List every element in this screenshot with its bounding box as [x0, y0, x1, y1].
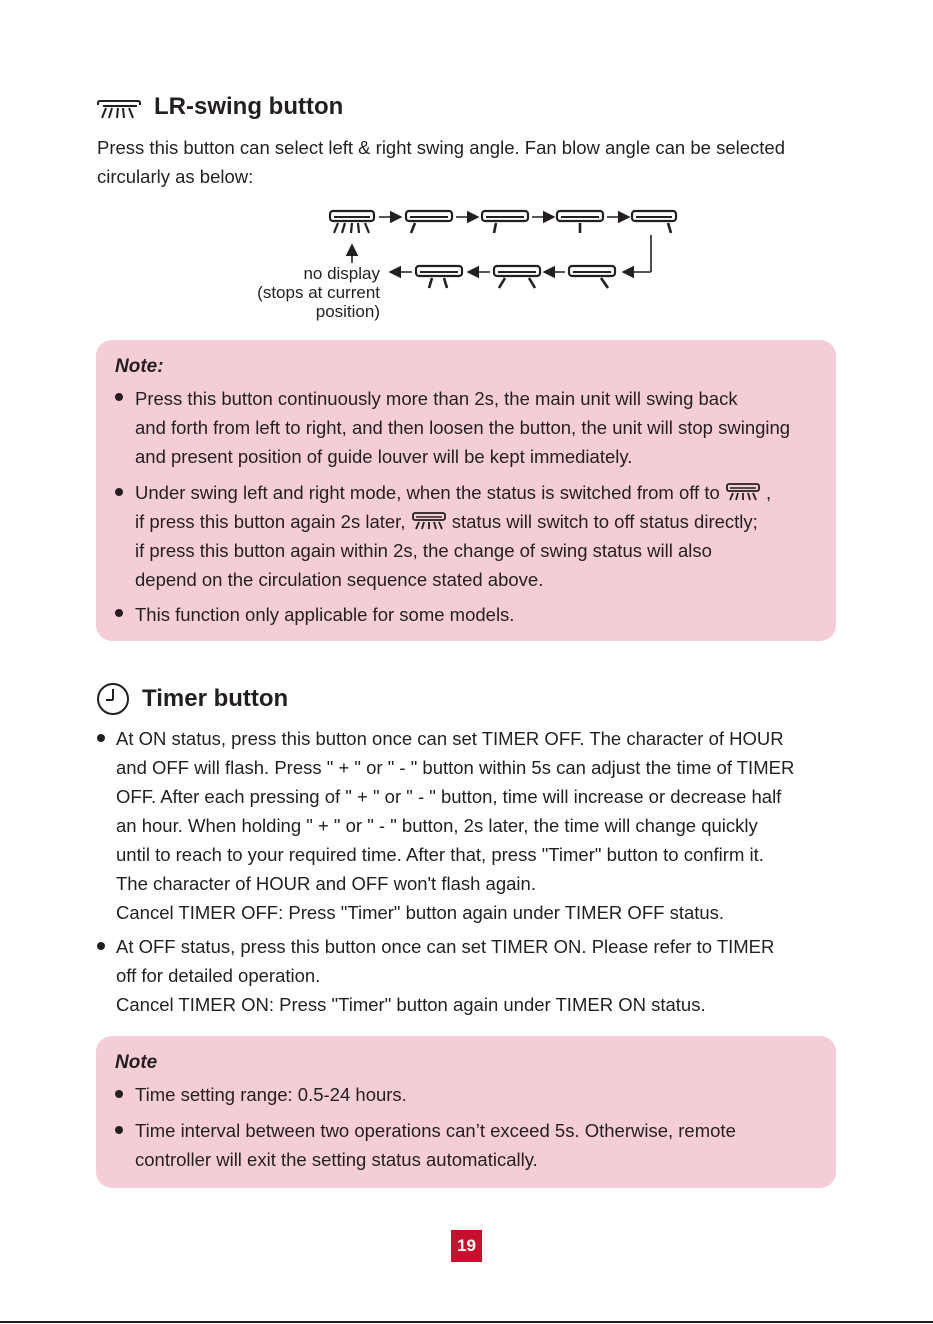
clock-icon	[96, 682, 130, 716]
page-number: 19	[451, 1230, 482, 1262]
timer-title: Timer button	[142, 685, 289, 712]
timer-note-bullet-2: Time interval between two operations can’t exceed 5s. Otherwise, remote controller will exit the setting status automatically.	[135, 1120, 736, 1170]
lr-swing-intro	[97, 133, 785, 191]
bullet-dot	[115, 488, 123, 496]
intro-line: circularly as below:	[97, 166, 254, 187]
louver-icon	[569, 266, 615, 288]
bullet-dot	[115, 393, 123, 401]
louver-icon	[494, 266, 540, 288]
louver-icon	[416, 266, 462, 288]
note-bullet-2: Under swing left and right mode, when the status is switched from off to , if press this button again 2s later, status will switch to off status directly; if press this button again within 2s, the change of swing status will also depend on the circulation sequence stated above.	[135, 482, 772, 590]
swing-fan-icon	[97, 94, 143, 120]
note-bullet-3: This function only applicable for some models.	[135, 604, 515, 625]
bullet-dot	[115, 1126, 123, 1134]
lr-swing-heading	[97, 93, 343, 121]
bullet-dot	[97, 734, 105, 742]
louver-icon	[632, 211, 676, 233]
bullet-dot	[115, 1090, 123, 1098]
louver-icon	[406, 211, 452, 233]
louver-icon	[557, 211, 603, 233]
timer-bullet-2: At OFF status, press this button once can set TIMER ON. Please refer to TIMER off for detailed operation. Cancel TIMER ON: Press "Timer" button again under TIMER ON status.	[116, 936, 775, 1015]
bottom-rule	[0, 1321, 933, 1323]
timer-heading	[96, 682, 288, 716]
louver-icon	[330, 211, 374, 233]
louver-icon	[482, 211, 528, 233]
intro-line: Press this button can select left & right swing angle. Fan blow angle can be selected	[97, 137, 785, 158]
swing-fan-icon	[725, 482, 761, 502]
note-bullet-1: Press this button continuously more than 2s, the main unit will swing back and forth from left to right, and then loosen the button, the unit will stop swinging and present position of guide louver will be kept immediately.	[135, 388, 791, 467]
note-title: Note	[115, 1052, 158, 1073]
no-display-label: no display (stops at current position)	[257, 264, 380, 321]
lr-swing-title: LR-swing button	[154, 93, 344, 120]
timer-bullet-1: At ON status, press this button once can set TIMER OFF. The character of HOUR and OFF will flash. Press " + " or " - " button within 5s can adjust the time of TIMER OFF. After each pressing of " + " or " - " button, time will increase or decrease half an hour. When holding " + " or " - " button, 2s later, the time will change quickly until to reach to your required time. After that, press "Timer" button to confirm it. The character of HOUR and OFF won't flash again. Cancel TIMER OFF: Press "Timer" button again under TIMER OFF status.	[116, 728, 795, 923]
timer-note-bullet-1: Time setting range: 0.5-24 hours.	[135, 1084, 407, 1105]
bullet-dot	[97, 942, 105, 950]
note-title: Note:	[115, 356, 164, 377]
swing-fan-icon	[411, 511, 447, 531]
bullet-dot	[115, 609, 123, 617]
